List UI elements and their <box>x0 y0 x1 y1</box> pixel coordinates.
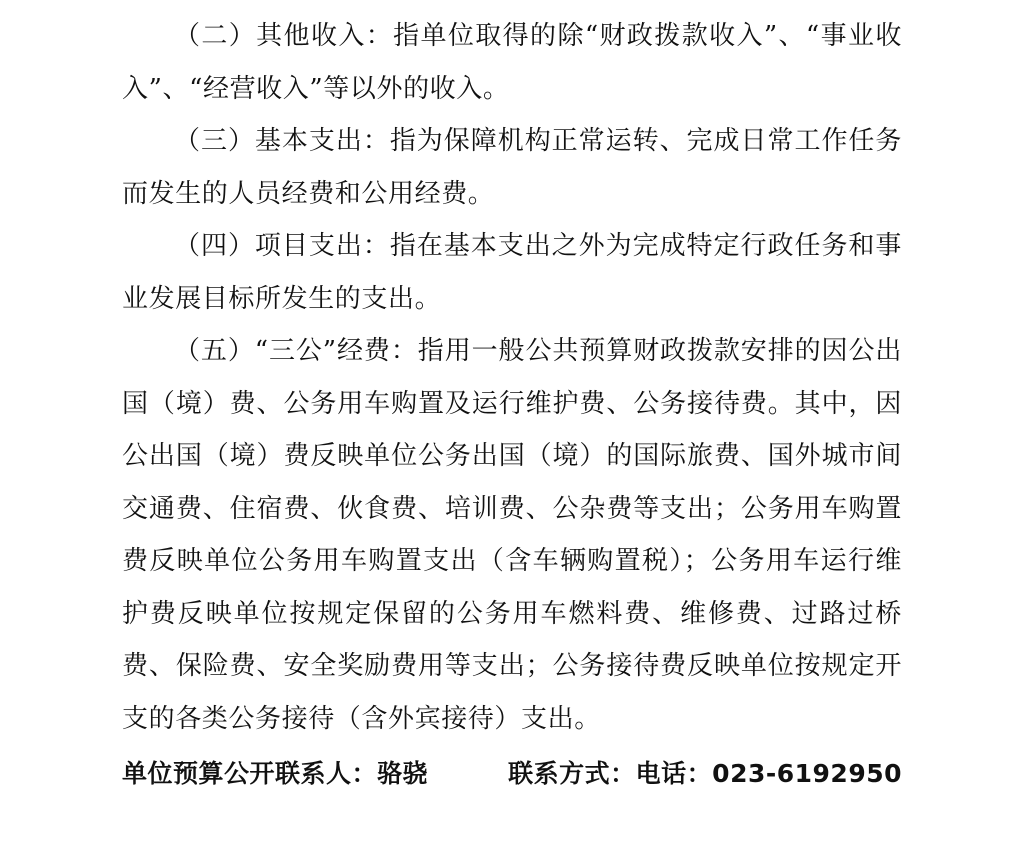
contact-phone: 联系方式：电话：023-6192950 <box>508 759 902 788</box>
paragraph-other-income: （二）其他收入：指单位取得的除“财政拨款收入”、“事业收入”、“经营收入”等以外的收入。 <box>122 21 902 104</box>
paragraph-project-expenditure: （四）项目支出：指在基本支出之外为完成特定行政任务和事业发展目标所发生的支出。 <box>122 231 902 314</box>
paragraph-three-public-expenses: （五）“三公”经费：指用一般公共预算财政拨款安排的因公出国（境）费、公务用车购置及运行维护费、公务接待费。其中，因公出国（境）费反映单位公务出国（境）的国际旅费、国外城市间交通费、住宿费、伙食费、培训费、公杂费等支出；公务用车购置费反映单位公务用车购置支出（含车辆购置税）；公务用车运行维护费反映单位按规定保留的公务用车燃料费、维修费、过路过桥费、保险费、安全奖励费用等支出；公务接待费反映单位按规定开支的各类公务接待（含外宾接待）支出。 <box>122 336 902 734</box>
contact-line <box>122 749 902 799</box>
contact-person: 单位预算公开联系人：骆骁 <box>122 759 429 788</box>
paragraph-basic-expenditure: （三）基本支出：指为保障机构正常运转、完成日常工作任务而发生的人员经费和公用经费。 <box>122 126 902 209</box>
document-page <box>122 10 902 799</box>
